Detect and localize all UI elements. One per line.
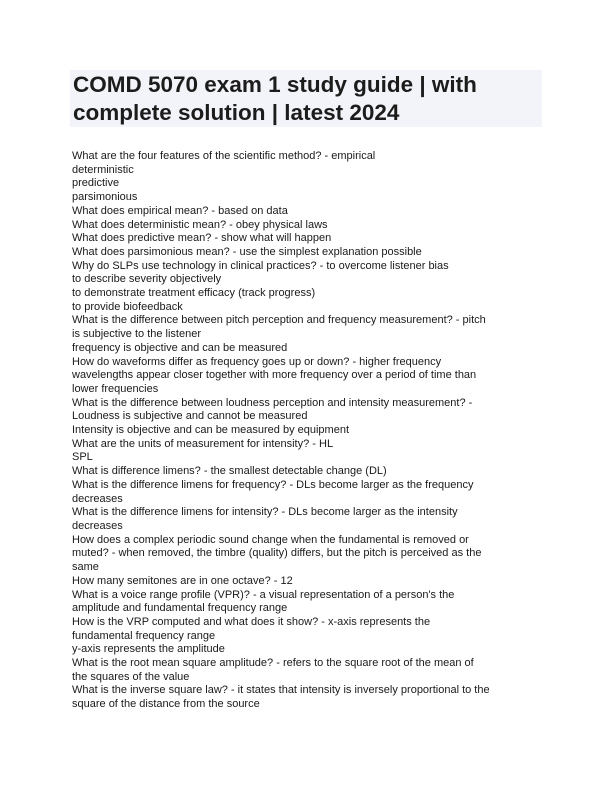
- text-line: y-axis represents the amplitude: [72, 643, 225, 656]
- text-line: What is the difference between pitch perception and frequency measurement? - pitch: [72, 314, 486, 327]
- text-line: is subjective to the listener: [72, 328, 202, 341]
- text-line: same: [72, 561, 99, 574]
- title-line-2: complete solution | latest 2024: [73, 100, 400, 125]
- text-line: the squares of the value: [72, 670, 190, 683]
- text-line: What is the difference limens for frequency? - DLs become larger as the frequency: [72, 478, 474, 491]
- document-title: [73, 71, 543, 127]
- text-line: fundamental frequency range: [72, 629, 216, 642]
- text-line: wavelengths appear closer together with more frequency over a period of time than: [72, 369, 477, 382]
- text-line: What is difference limens? - the smallest detectable change (DL): [72, 465, 387, 478]
- text-line: predictive: [72, 177, 120, 190]
- text-line: What is the root mean square amplitude? - refers to the square root of the mean of: [72, 657, 474, 670]
- text-line: What does parsimonious mean? - use the simplest explanation possible: [72, 245, 422, 258]
- text-line: Intensity is objective and can be measured by equipment: [72, 424, 349, 437]
- text-line: What is the inverse square law? - it states that intensity is inversely proportional to the: [72, 684, 490, 697]
- text-line: SPL: [72, 451, 93, 464]
- text-line: How many semitones are in one octave? - 12: [72, 574, 293, 587]
- text-line: to provide biofeedback: [72, 300, 183, 313]
- text-line: What are the four features of the scientific method? - empirical: [72, 150, 376, 162]
- text-line: decreases: [72, 492, 123, 505]
- text-line: muted? - when removed, the timbre (quality) differs, but the pitch is perceived as the: [72, 547, 482, 560]
- text-line: to describe severity objectively: [72, 273, 222, 286]
- text-line: frequency is objective and can be measured: [72, 341, 288, 354]
- text-line: Why do SLPs use technology in clinical practices? - to overcome listener bias: [72, 259, 449, 272]
- text-line: What are the units of measurement for intensity? - HL: [72, 437, 334, 450]
- text-line: How does a complex periodic sound change when the fundamental is removed or: [72, 533, 469, 546]
- text-line: Loudness is subjective and cannot be measured: [72, 410, 308, 423]
- text-line: What is the difference limens for intensity? - DLs become larger as the intensity: [72, 506, 458, 519]
- text-line: to demonstrate treatment efficacy (track progress): [72, 287, 316, 300]
- text-line: deterministic: [72, 163, 134, 176]
- text-line: decreases: [72, 519, 123, 532]
- text-line: What does empirical mean? - based on data: [72, 204, 288, 217]
- text-line: amplitude and fundamental frequency range: [72, 602, 288, 615]
- text-line: What is a voice range profile (VPR)? - a visual representation of a person's the: [72, 588, 455, 601]
- text-line: How is the VRP computed and what does it show? - x-axis represents the: [72, 615, 431, 628]
- text-line: How do waveforms differ as frequency goes up or down? - higher frequency: [72, 355, 442, 368]
- text-line: What does deterministic mean? - obey physical laws: [72, 218, 328, 231]
- text-line: lower frequencies: [72, 382, 159, 395]
- text-line: What is the difference between loudness perception and intensity measurement? -: [72, 396, 473, 409]
- title-line-1: COMD 5070 exam 1 study guide | with: [73, 72, 477, 97]
- study-guide-body: [72, 150, 542, 712]
- text-line: square of the distance from the source: [72, 698, 260, 711]
- text-line: parsimonious: [72, 191, 138, 204]
- text-line: What does predictive mean? - show what will happen: [72, 232, 332, 245]
